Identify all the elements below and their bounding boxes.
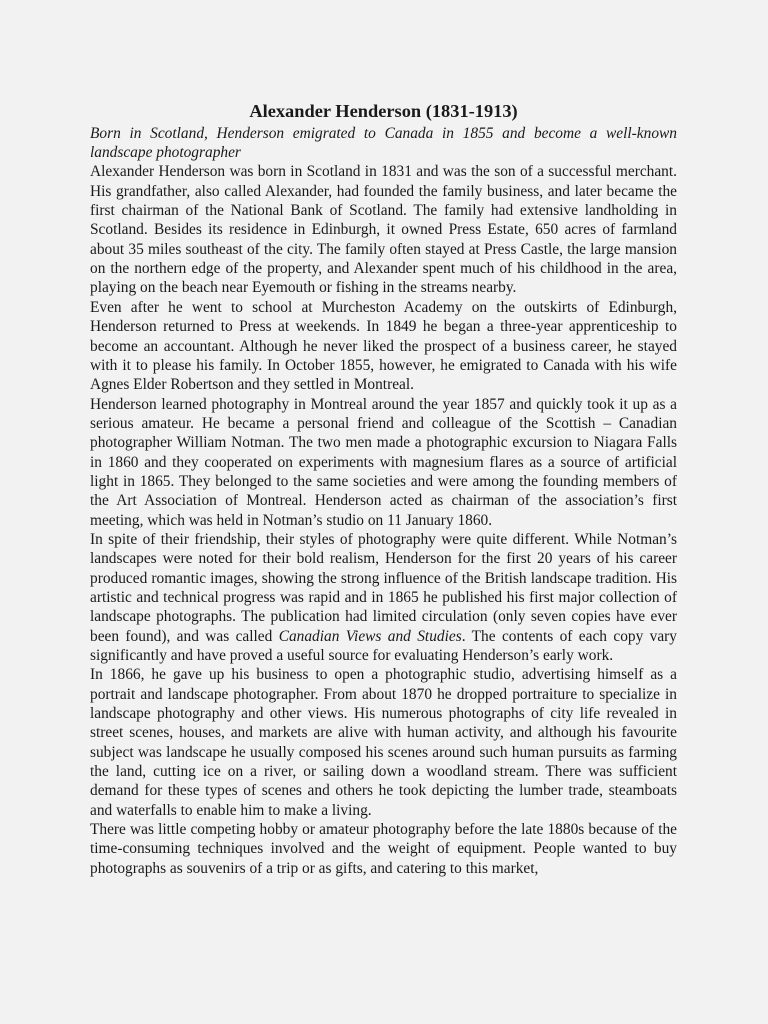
paragraph-photography-beginnings: Henderson learned photography in Montreal around the year 1857 and quickly took it up as a serious amateur. He became a personal friend and colleague of the Scottish – Canadian photographer William Notman. The two men made a photographic excursion to Niagara Falls in 1860 and they cooperated on experiments with magnesium flares as a source of artificial light in 1865. They belonged to the same societies and were among the founding members of the Art Association of Montreal. Henderson acted as chairman of the association’s first meeting, which was held in Notman’s studio on 11 January 1860.	[90, 395, 677, 529]
paragraph-photographic-style	[90, 530, 677, 665]
publication-title: Canadian Views and Studies	[278, 627, 462, 645]
paragraph-education-emigration: Even after he went to school at Murcheston Academy on the outskirts of Edinburgh, Henderson returned to Press at weekends. In 1849 he began a three-year apprenticeship to become an accountant. Although he never liked the prospect of a business career, he stayed with it to please his family. In October 1855, however, he emigrated to Canada with his wife Agnes Elder Robertson and they settled in Montreal.	[90, 298, 677, 394]
paragraph-text-segment: In spite of their friendship, their styles of photography were quite different. While Notman’s landscapes were noted for their bold realism, Henderson for the first 20 years of his career produced romantic images, showing the strong influence of the British landscape tradition. His artistic and technical progress was rapid and in 1865 he published his first major collection of landscape photographs. The publication had limited circulation (only seven copies have ever been found), and was called	[90, 530, 677, 645]
paragraph-studio: In 1866, he gave up his business to open a photographic studio, advertising himself as a portrait and landscape photographer. From about 1870 he dropped portraiture to specialize in landscape photography and other views. His numerous photographs of city life revealed in street scenes, houses, and markets are alive with human activity, and although his favourite subject was landscape he usually composed his scenes around such human pursuits as farming the land, cutting ice on a river, or sailing down a woodland stream. There was sufficient demand for these types of scenes and others he took depicting the lumber trade, steamboats and waterfalls to enable him to make a living.	[90, 666, 677, 819]
paragraph-market: There was little competing hobby or amateur photography before the late 1880s because of the time-consuming techniques involved and the weight of equipment. People wanted to buy photographs as souvenirs of a trip or as gifts, and catering to this market,	[90, 821, 677, 877]
document-body	[90, 98, 677, 878]
document-subtitle: Born in Scotland, Henderson emigrated to Canada in 1855 and become a well-known landscape photographer	[90, 125, 677, 162]
paragraph-early-life: Alexander Henderson was born in Scotland in 1831 and was the son of a successful merchant. His grandfather, also called Alexander, had founded the family business, and later became the first chairman of the National Bank of Scotland. The family had extensive landholding in Scotland. Besides its residence in Edinburgh, it owned Press Estate, 650 acres of farmland about 35 miles southeast of the city. The family often stayed at Press Castle, the large mansion on the northern edge of the property, and Alexander spent much of his childhood in the area, playing on the beach near Eyemouth or fishing in the streams nearby.	[90, 163, 677, 297]
document-title: Alexander Henderson (1831-1913)	[249, 101, 518, 121]
paragraph-text-segment: . The contents of each copy vary significantly and have proved a useful source for evaluating Henderson’s early work.	[90, 627, 677, 664]
